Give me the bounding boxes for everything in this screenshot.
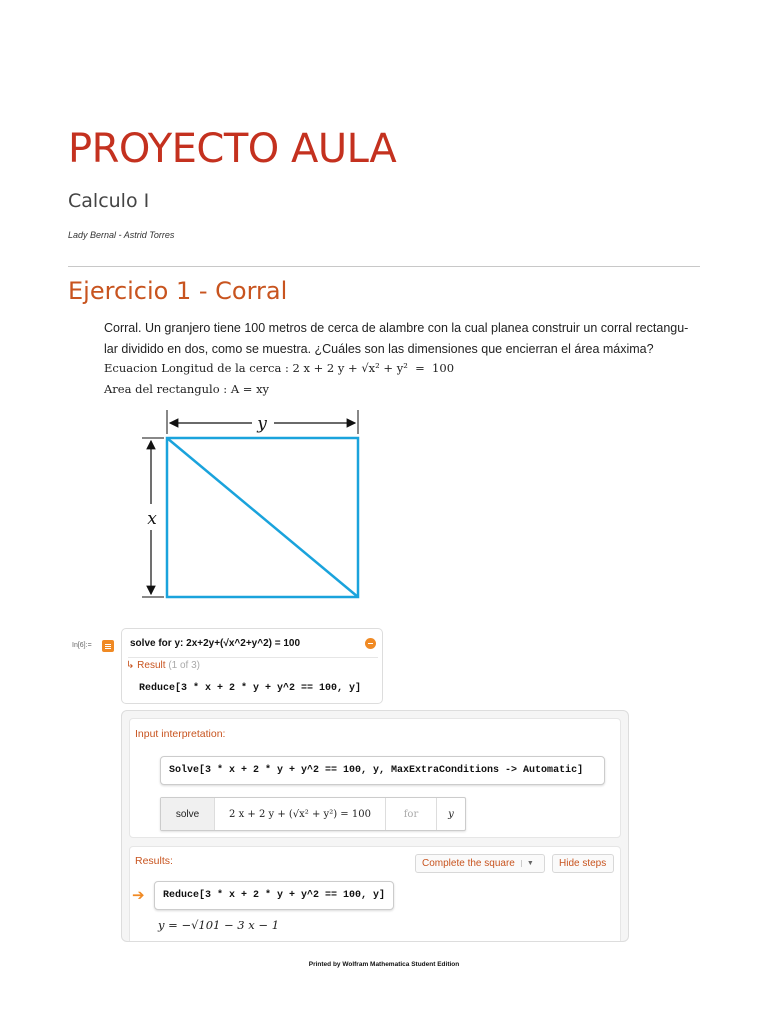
equation-area-label: Area del rectangulo : (104, 382, 228, 396)
solve-code-box[interactable] (160, 756, 605, 785)
label-x: x (147, 509, 157, 529)
equation-fence-expr: 2 x + 2 y + √x² + y² = 100 (292, 361, 455, 375)
table-cell-solve: solve (161, 798, 215, 830)
results-panel (121, 710, 629, 942)
corral-diagram (134, 406, 374, 606)
equation-area (104, 382, 269, 396)
query-divider (128, 657, 378, 658)
result-count: (1 of 3) (168, 660, 200, 671)
chevron-down-icon[interactable]: ▼ (521, 860, 534, 867)
corral-divider (167, 438, 358, 597)
wolfram-input-cell[interactable] (121, 628, 383, 704)
print-footer: Printed by Wolfram Mathematica Student Edition (308, 961, 460, 968)
result-arrow-icon: ↳ (126, 660, 135, 671)
equation-fence (104, 361, 454, 375)
complete-square-label: Complete the square (422, 858, 515, 869)
authors: Lady Bernal - Astrid Torres (68, 230, 175, 240)
cell-label: In[6]:= (72, 642, 92, 649)
label-y: y (257, 414, 267, 434)
reduce-code-box[interactable] (154, 881, 394, 910)
input-interpretation-label: Input interpretation: (135, 728, 226, 740)
hide-steps-label: Hide steps (559, 858, 607, 869)
interpretation-table (160, 797, 466, 831)
result-label: Result (137, 660, 166, 671)
menu-icon[interactable] (102, 640, 114, 652)
results-label: Results: (135, 855, 173, 867)
collapse-icon[interactable] (365, 638, 376, 649)
problem-text: Corral. Un granjero tiene 100 metros de cerca de alambre con la cual planea construir un corral rectangu- lar dividido en dos, como se muestra. ¿Cuáles son las dimensiones que encierran el área máxima? (104, 321, 689, 356)
input-interpretation-pod (129, 718, 621, 838)
document-title: PROYECTO AULA (68, 126, 397, 172)
arrow-right-icon: ➔ (132, 887, 145, 904)
partial-result: y = −√101 − 3 x − 1 (158, 918, 280, 932)
equation-fence-label: Ecuacion Longitud de la cerca : (104, 361, 289, 375)
divider (68, 266, 700, 267)
table-cell-for: for (386, 798, 437, 830)
complete-square-button[interactable] (415, 854, 545, 873)
query-text[interactable]: solve for y: 2x+2y+(√x^2+y^2) = 100 (130, 638, 301, 649)
table-cell-equation: 2 x + 2 y + (√x² + y²) = 100 (215, 798, 386, 830)
hide-steps-button[interactable] (552, 854, 614, 873)
reduce-code-result: Reduce[3 * x + 2 * y + y^2 == 100, y] (163, 890, 386, 901)
reduce-code: Reduce[3 * x + 2 * y + y^2 == 100, y] (139, 683, 362, 694)
table-cell-variable: y (448, 808, 454, 820)
document-subtitle: Calculo I (68, 190, 150, 212)
solve-code: Solve[3 * x + 2 * y + y^2 == 100, y, MaxExtraConditions -> Automatic] (169, 765, 584, 776)
section-heading: Ejercicio 1 - Corral (68, 277, 288, 305)
equation-area-expr: A = xy (230, 382, 270, 396)
result-selector[interactable] (126, 660, 200, 671)
